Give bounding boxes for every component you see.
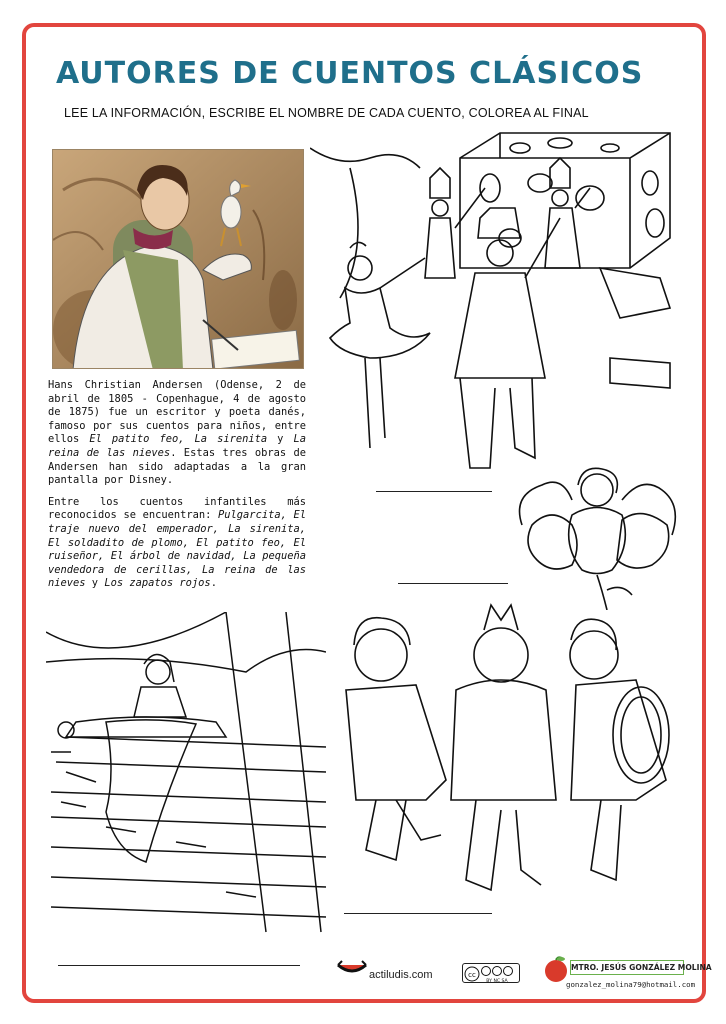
instructions-text: LEE LA INFORMACIÓN, ESCRIBE EL NOMBRE DE CADA CUENTO, COLOREA AL FINAL <box>64 106 589 120</box>
biography-text <box>48 379 306 599</box>
tales-paragraph <box>48 496 306 591</box>
biography-paragraph <box>48 379 306 488</box>
princess-pea-icon <box>46 612 326 938</box>
thumbelina-flower-icon <box>512 465 682 610</box>
bio-titles: Pulgarcita, El traje nuevo del emperador, La sirenita, El soldadito de plomo, El patito feo, El ruiseñor, El árbol de navidad, La pequeña vendedora de cerillas, La reina de las nieves <box>48 509 306 590</box>
bio-titles: El patito feo, La sirenita <box>89 433 268 446</box>
author-name: MTRO. JESÚS GONZÁLEZ MOLINA <box>570 960 684 975</box>
tin-soldier-ballerina-icon <box>310 128 680 488</box>
site-name: actiludis.com <box>369 969 433 981</box>
author-email: gonzalez_molina79@hotmail.com <box>566 980 696 989</box>
answer-line[interactable] <box>376 491 492 492</box>
creative-commons-icon <box>462 963 520 983</box>
bio-titles: Los zapatos rojos <box>104 577 211 590</box>
page-title: AUTORES DE CUENTOS CLÁSICOS <box>56 56 644 91</box>
bio-text: . Estas tres obras de Andersen han sido adaptadas a la gran pantalla por Disney. <box>48 446 306 487</box>
bio-text: y <box>85 577 105 590</box>
svg-text:cc: cc <box>468 971 476 979</box>
emperor-clothes-icon <box>336 600 686 912</box>
answer-line[interactable] <box>58 965 300 966</box>
andersen-portrait-icon <box>52 149 304 369</box>
license-text: BY NC SA <box>486 979 508 984</box>
bio-text: . <box>210 577 217 590</box>
answer-line[interactable] <box>398 583 508 584</box>
bio-text: Entre los cuentos infantiles más reconocidos se encuentran: <box>48 495 306 522</box>
bio-text: Hans Christian Andersen (Odense, 2 de abril de 1805 - Copenhague, 4 de agosto de 1875) fue un escritor y poeta danés, famoso por sus cuentos para niños, entre ellos <box>48 379 306 446</box>
bio-titles: La reina de las nieves <box>48 433 306 459</box>
answer-line[interactable] <box>344 913 492 914</box>
bio-text: y <box>267 433 294 446</box>
